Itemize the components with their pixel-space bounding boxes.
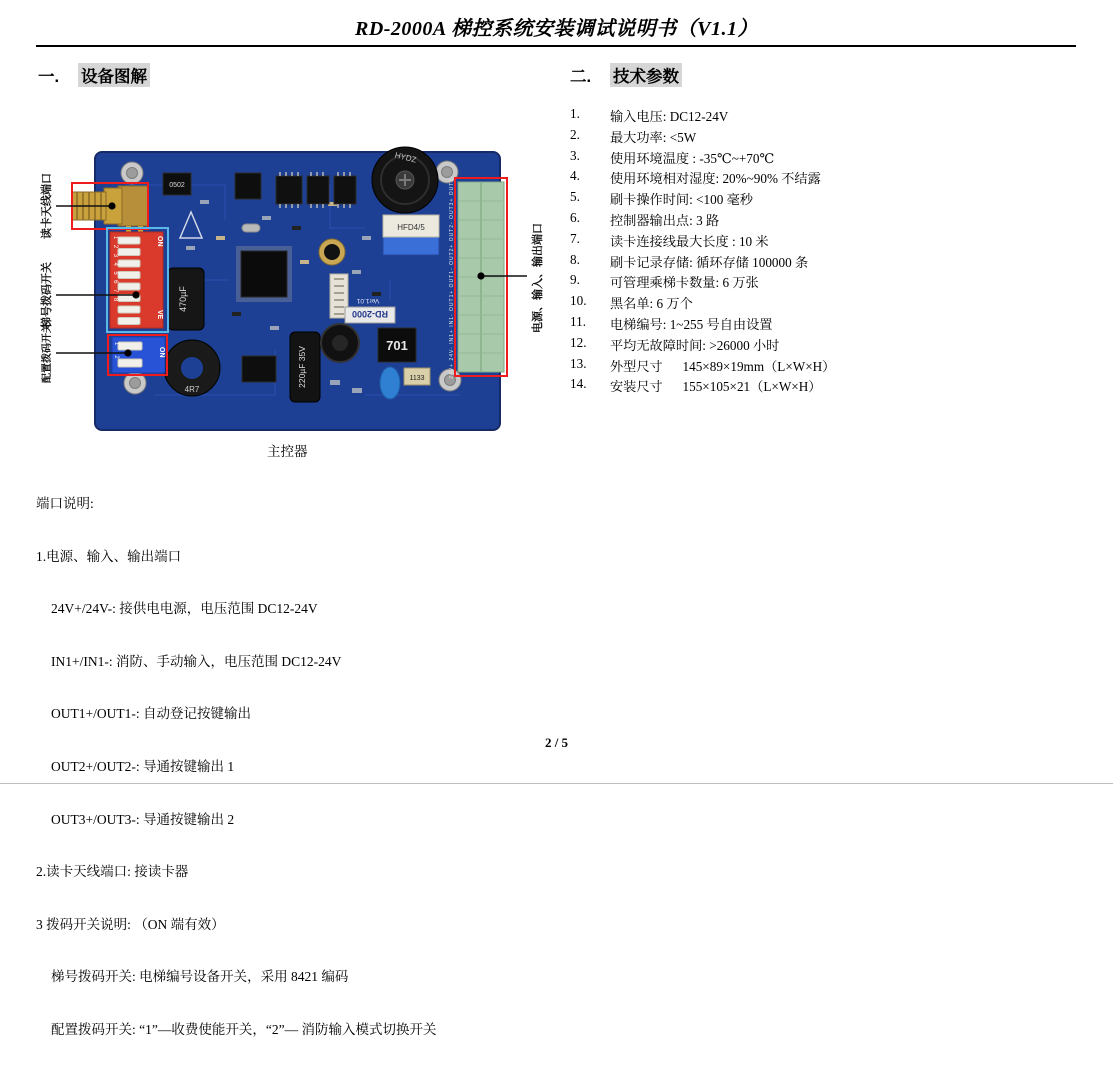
port-line: 梯号拨码开关: 电梯编号设备开关，采用 8421 编码 — [51, 969, 349, 985]
port-line: 配置拨码开关: “1”—收费使能开关，“2”— 消防输入模式切换开关 — [51, 1021, 437, 1037]
terminal-pin-labels: 24V+ 24V- IN1+ IN1- OUT1+ OUT1- OUT2+ OUT2- OUT3+ OUT3- — [449, 175, 455, 379]
buzzer — [372, 147, 438, 213]
tech-param-item: 6. 控制器输出点: 3 路 — [570, 209, 720, 228]
port-line: OUT2+/OUT2-: 导通按键输出 1 — [51, 758, 235, 774]
dip2-numbers: 12 — [113, 342, 119, 369]
tech-param-item: 4. 使用环境相对湿度: 20%~90% 不结露 — [570, 168, 821, 187]
dip8-on-label: ON — [156, 236, 163, 247]
dip8-ve-label: VE — [156, 310, 163, 320]
board-version-text: Ver1.01 — [356, 297, 380, 304]
board-photo — [30, 140, 570, 445]
varistor — [380, 367, 400, 399]
dip-switch-8 — [110, 232, 163, 328]
section-2-number: 二. — [570, 68, 592, 86]
callout-label-antenna: 读卡天线端口 — [41, 173, 53, 239]
driver-chip — [242, 356, 276, 382]
port-line: 1.电源、输入、输出端口 — [36, 548, 182, 564]
electrolytic-cap-top — [319, 239, 345, 265]
relay — [383, 215, 439, 255]
port-line: OUT3+/OUT3-: 导通按键输出 2 — [51, 811, 235, 827]
callout-label-terminal: 电源、输入、输出端口 — [532, 223, 544, 333]
port-description — [36, 460, 566, 1071]
chip-701 — [378, 328, 416, 362]
tech-param-item: 14. 安装尺寸 155×105×21（L×W×H） — [570, 376, 822, 395]
port-line: IN1+/IN1-: 消防、手动输入，电压范围 DC12-24V — [51, 653, 342, 669]
chip-0502 — [163, 173, 191, 195]
buzzer-label: HYDZ — [393, 150, 418, 165]
page-number: 2 / 5 — [544, 735, 569, 750]
relay-label: HFD4/5 — [397, 223, 425, 232]
diode-1133 — [404, 368, 430, 385]
tech-param-item: 10. 黑名单: 6 万个 — [570, 293, 693, 312]
capacitor-220 — [290, 332, 320, 402]
section-2-heading — [570, 63, 682, 87]
tech-param-item: 2. 最大功率: <5W — [570, 126, 697, 145]
callout-label-dip2: 配置拨码开关 — [42, 323, 53, 383]
port-line: 24V+/24V-: 接供电电源，电压范围 DC12-24V — [51, 601, 318, 617]
figure-caption: 主控器 — [267, 444, 308, 459]
dip2-on-label: ON — [158, 347, 165, 358]
section-1-title: 设备图解 — [78, 63, 150, 87]
tech-param-item: 7. 读卡连接线最大长度 : 10 米 — [570, 230, 769, 249]
section-1-number: 一. — [38, 68, 60, 86]
diode-1133-label: 1133 — [409, 375, 425, 382]
section-1-heading — [38, 63, 150, 87]
tech-param-item: 12. 平均无故障时间: >26000 小时 — [570, 334, 780, 353]
crystal-oscillator — [242, 224, 260, 232]
inductor-label: 4R7 — [184, 385, 200, 394]
tech-param-item: 9. 可管理乘梯卡数量: 6 万张 — [570, 272, 759, 291]
tech-param-item: 8. 刷卡记录存储: 循环存储 100000 条 — [570, 251, 809, 270]
port-line: 2.读卡天线端口: 接读卡器 — [36, 864, 189, 880]
capacitor-470-label: 470µF — [178, 286, 188, 312]
tech-param-item: 11. 电梯编号: 1~255 号自由设置 — [570, 313, 773, 332]
tech-param-item: 13. 外型尺寸 145×89×19mm（L×W×H） — [570, 355, 836, 374]
inductor-4r7 — [164, 340, 220, 396]
tech-params-list — [570, 106, 1100, 397]
port-line: 端口说明: — [36, 496, 94, 511]
port-line: 3 拨码开关说明: （ON 端有效） — [36, 916, 225, 932]
chip-0502-label: 0502 — [169, 182, 185, 189]
chip-701-label: 701 — [386, 338, 408, 353]
tech-param-item: 3. 使用环境温度 : -35℃~+70℃ — [570, 147, 775, 166]
tech-param-item: 1. 输入电压: DC12-24V — [570, 106, 729, 124]
mcu-chip — [236, 246, 292, 302]
dip-switch-2 — [112, 337, 165, 373]
callout-label-dip8: 梯号拨码开关 — [41, 262, 53, 328]
page-title: RD-2000A 梯控系统安装调试说明书（V1.1） — [354, 18, 759, 40]
dip8-numbers: 12345678 — [112, 236, 118, 307]
capacitor-220-label: 220µF 35V — [297, 346, 307, 388]
board-model-text: RD-2000 — [351, 309, 389, 319]
round-inductor — [321, 324, 359, 362]
tech-param-item: 5. 刷卡操作时间: <100 毫秒 — [570, 189, 753, 208]
section-2-title: 技术参数 — [610, 63, 682, 87]
capacitor-470 — [168, 268, 204, 330]
board-figure — [30, 140, 570, 445]
title-divider — [36, 45, 1076, 47]
port-line: OUT1+/OUT1-: 自动登记按键输出 — [51, 706, 251, 722]
